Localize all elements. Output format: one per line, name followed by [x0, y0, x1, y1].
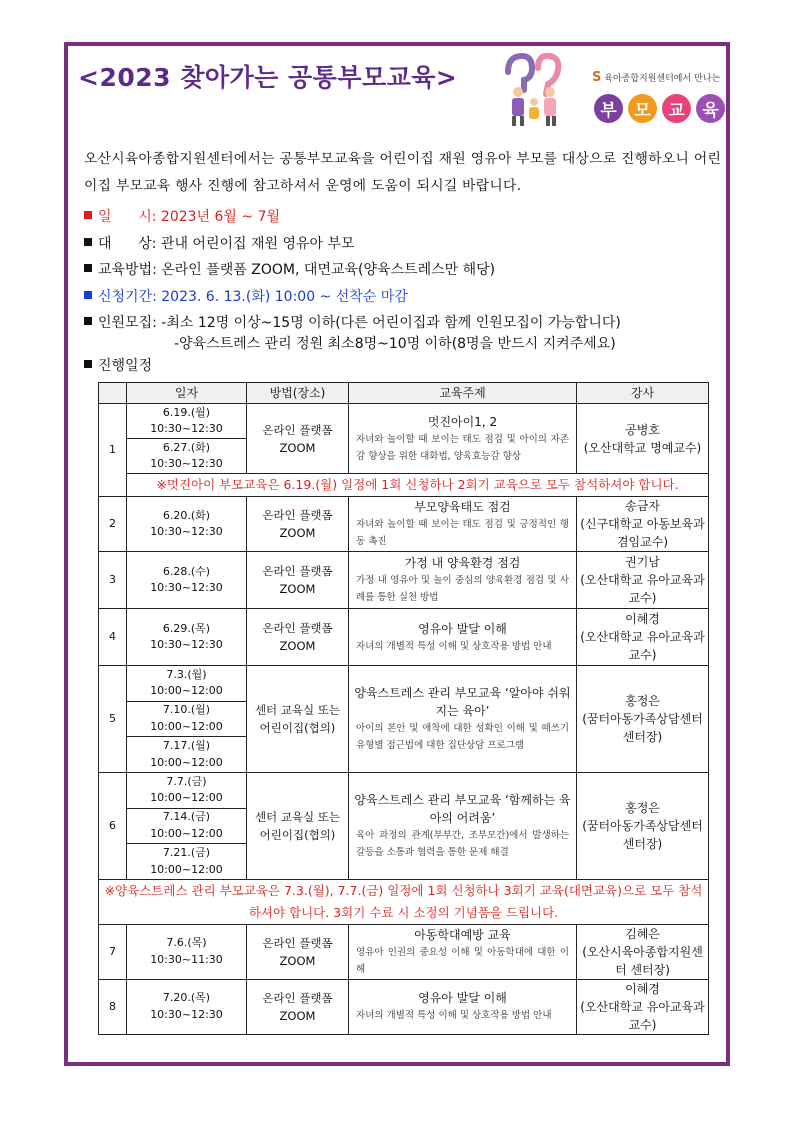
topic-description: 영유아 인권의 중요성 이해 및 아동학대에 대한 이해	[356, 946, 569, 975]
info-progress-text: 진행일정	[98, 358, 153, 374]
date-time: 10:30~11:30	[150, 952, 223, 966]
lecturer-cell	[577, 497, 709, 552]
table-row	[99, 609, 709, 666]
info-progress	[84, 353, 621, 380]
date-time: 10:00~12:00	[150, 684, 223, 698]
date-time: 10:00~12:00	[150, 826, 223, 840]
lecturer-org: (오산대학교 유아교육과 교수)	[580, 999, 705, 1032]
table-row	[99, 404, 709, 439]
topic-cell	[349, 609, 577, 666]
date-day: 6.27.(화)	[162, 440, 211, 454]
info-apply	[84, 284, 621, 311]
row-number: 7	[99, 924, 127, 979]
date-cell	[127, 924, 247, 979]
topic-title: 양육스트레스 관리 부모교육 ‘함께하는 육아의 어려움’	[354, 792, 571, 825]
row-number: 1	[99, 404, 127, 497]
info-target-text: 대 상: 관내 어린이집 재원 영유아 부모	[98, 235, 355, 252]
lecturer-name: 권기남	[625, 555, 660, 569]
date-day: 7.10.(월)	[162, 703, 211, 717]
bullet-icon	[84, 360, 92, 368]
date-day: 6.28.(수)	[162, 564, 211, 578]
info-list	[84, 204, 621, 380]
topic-title: 멋진아이1, 2	[427, 414, 498, 429]
family-illustration-icon	[494, 50, 574, 128]
date-cell	[127, 609, 247, 666]
info-target	[84, 231, 621, 258]
lecturer-org: (오산대학교 명예교수)	[583, 440, 702, 455]
notice-row	[99, 879, 709, 924]
bullet-icon	[84, 211, 92, 219]
method-cell: 온라인 플랫폼 ZOOM	[247, 404, 349, 474]
logo-bubble: 모	[628, 94, 657, 123]
date-cell	[127, 497, 247, 552]
document-frame	[64, 42, 730, 1066]
date-time: 10:00~12:00	[150, 862, 223, 876]
lecturer-cell	[577, 552, 709, 609]
topic-title: 영유아 발달 이해	[418, 621, 507, 636]
topic-cell	[349, 979, 577, 1034]
topic-title: 아동학대예방 교육	[414, 927, 511, 942]
date-day: 7.6.(목)	[166, 936, 207, 950]
bullet-icon	[84, 264, 92, 272]
lecturer-name: 이혜경	[625, 981, 660, 996]
method-cell: 센터 교육실 또는 어린이집(협의)	[247, 772, 349, 879]
date-cell	[127, 404, 247, 439]
center-logo	[494, 50, 730, 130]
date-time: 10:30~12:30	[150, 581, 223, 594]
topic-description: 자녀와 놀이할 때 보이는 태도 점검 및 아이의 자존감 향상을 위한 대화법, 양육효능감 향상	[356, 433, 569, 462]
table-row	[99, 979, 709, 1034]
lecturer-name: 송금자	[625, 499, 660, 513]
date-time: 10:30~12:30	[150, 1007, 223, 1021]
topic-title: 영유아 발달 이해	[418, 991, 507, 1006]
date-cell	[127, 844, 247, 880]
lecturer-cell	[577, 404, 709, 474]
method-cell: 온라인 플랫폼 ZOOM	[247, 924, 349, 979]
bullet-icon	[84, 238, 92, 246]
row-number: 3	[99, 552, 127, 609]
table-row	[99, 552, 709, 609]
table-header-row	[99, 383, 709, 404]
date-day: 7.20.(목)	[162, 991, 211, 1005]
lecturer-cell	[577, 924, 709, 979]
header-cell-lecturer: 강사	[577, 383, 709, 404]
date-day: 7.21.(금)	[162, 846, 211, 860]
date-cell	[127, 737, 247, 773]
notice-row	[99, 474, 709, 497]
info-recruit-sub: -양육스트레스 관리 정원 최소8명~10명 이하(8명을 반드시 지켜주세요)	[174, 335, 616, 352]
schedule-table	[98, 382, 709, 1035]
header-cell-topic: 교육주제	[349, 383, 577, 404]
notice-text: ※양육스트레스 관리 부모교육은 7.3.(월), 7.7.(금) 일정에 1회 신청하나 3회기 교육(대면교육)으로 모두 참석하셔야 합니다. 3회기 수료 시 소정의 기념품을 드립니다.	[99, 879, 709, 924]
lecturer-org: (오산대학교 유아교육과 교수)	[580, 573, 705, 605]
bullet-icon	[84, 317, 92, 325]
table-row	[99, 666, 709, 702]
date-day: 6.20.(화)	[162, 508, 211, 522]
date-day: 7.14.(금)	[162, 810, 211, 824]
lecturer-cell	[577, 666, 709, 773]
topic-title: 가정 내 양육환경 점검	[404, 556, 521, 570]
lecturer-org: (오산시육아종합지원센터 센터장)	[582, 944, 703, 977]
info-schedule	[84, 204, 621, 231]
lecturer-org: (꿈터아동가족상담센터 센터장)	[582, 818, 703, 851]
topic-description: 자녀의 개별적 특성 이해 및 상호작용 방법 안내	[356, 640, 552, 652]
date-cell	[127, 439, 247, 474]
lecturer-org: (꿈터아동가족상담센터 센터장)	[582, 711, 703, 744]
info-method-text: 교육방법: 온라인 플랫폼 ZOOM, 대면교육(양육스트레스만 해당)	[98, 262, 496, 278]
logo-bubble: 육	[696, 94, 725, 123]
topic-description: 자녀의 개별적 특성 이해 및 상호작용 방법 안내	[356, 1010, 552, 1022]
page-title: <2023 찾아가는 공통부모교육>	[78, 63, 458, 92]
topic-description: 육아 과정의 관계(부부간, 조부모간)에서 발생하는 갈등을 소통과 협력을 통한 문제 해결	[356, 829, 569, 858]
logo-mark-icon: S	[592, 70, 602, 85]
lecturer-cell	[577, 772, 709, 879]
row-number: 2	[99, 497, 127, 552]
topic-cell	[349, 666, 577, 773]
lecturer-name: 홍정은	[625, 800, 660, 815]
method-cell: 온라인 플랫폼 ZOOM	[247, 979, 349, 1034]
lecturer-cell	[577, 609, 709, 666]
date-time: 10:00~12:00	[150, 719, 223, 733]
date-time: 10:00~12:00	[150, 791, 223, 805]
row-number: 8	[99, 979, 127, 1034]
row-number: 5	[99, 666, 127, 773]
method-cell: 온라인 플랫폼 ZOOM	[247, 497, 349, 552]
topic-cell	[349, 924, 577, 979]
date-time: 10:30~12:30	[150, 422, 223, 435]
logo-bubble: 부	[594, 94, 623, 123]
topic-title: 부모양육태도 점검	[414, 500, 511, 514]
topic-description: 아이의 본안 및 애착에 대한 성확인 이해 및 떼쓰기 유형별 접근법에 대한 집단상담 프로그램	[356, 722, 569, 751]
header-cell-date: 일자	[127, 383, 247, 404]
row-number: 4	[99, 609, 127, 666]
date-cell	[127, 701, 247, 737]
lecturer-cell	[577, 979, 709, 1034]
lecturer-name: 공병호	[625, 422, 660, 437]
method-cell: 센터 교육실 또는 어린이집(협의)	[247, 666, 349, 773]
topic-cell	[349, 497, 577, 552]
intro-paragraph: 오산시육아종합지원센터에서는 공통부모교육을 어린이집 재원 영유아 부모를 대상으로 진행하오니 어린이집 부모교육 행사 진행에 참고하셔서 운영에 도움이 되시길 바랍니다.	[84, 151, 722, 194]
table-row	[99, 924, 709, 979]
info-recruit-text: 인원모집: -최소 12명 이상~15명 이하(다른 어린이집과 함께 인원모집이 가능합니다)	[98, 315, 621, 331]
topic-description: 자녀와 놀이할 때 보이는 태도 점검 및 긍정적인 행동 촉진	[356, 519, 569, 547]
method-cell: 온라인 플랫폼 ZOOM	[247, 552, 349, 609]
topic-cell	[349, 552, 577, 609]
date-day: 6.29.(목)	[162, 621, 211, 635]
info-apply-text: 신청기간: 2023. 6. 13.(화) 10:00 ~ 선착순 마감	[98, 288, 408, 305]
date-cell	[127, 979, 247, 1034]
header-cell-method: 방법(장소)	[247, 383, 349, 404]
method-cell: 온라인 플랫폼 ZOOM	[247, 609, 349, 666]
logo-bubbles	[594, 94, 725, 123]
bullet-icon	[84, 291, 92, 299]
notice-text: ※멋진아이 부모교육은 6.19.(월) 일정에 1회 신청하나 2회기 교육으로 모두 참석하셔야 합니다.	[127, 474, 709, 497]
lecturer-name: 홍정은	[625, 693, 660, 708]
date-time: 10:30~12:30	[150, 638, 223, 651]
row-number: 6	[99, 772, 127, 879]
date-day: 7.3.(월)	[166, 667, 207, 681]
lecturer-name: 김혜은	[625, 926, 660, 941]
date-cell	[127, 772, 247, 808]
lecturer-org: (신구대학교 아동보육과 겸임교수)	[580, 517, 705, 549]
date-time: 10:30~12:30	[150, 457, 223, 470]
date-day: 6.19.(월)	[162, 405, 211, 419]
info-method	[84, 257, 621, 284]
header-cell-no	[99, 383, 127, 404]
topic-title: 양육스트레스 관리 부모교육 ‘알아야 쉬워지는 육아’	[354, 685, 571, 718]
logo-tagline-text: 육아종합지원센터에서 만나는	[604, 74, 721, 84]
date-time: 10:30~12:30	[150, 525, 223, 538]
date-time: 10:00~12:00	[150, 755, 223, 769]
lecturer-name: 이혜경	[625, 612, 660, 626]
date-day: 7.17.(월)	[162, 739, 211, 753]
logo-tagline	[592, 70, 720, 85]
date-day: 7.7.(금)	[166, 774, 207, 788]
table-body	[99, 404, 709, 1035]
table-row	[99, 497, 709, 552]
topic-cell	[349, 404, 577, 474]
date-cell	[127, 666, 247, 702]
logo-bubble: 교	[662, 94, 691, 123]
date-cell	[127, 552, 247, 609]
info-schedule-text: 일 시: 2023년 6월 ~ 7월	[98, 209, 281, 225]
topic-cell	[349, 772, 577, 879]
table-row	[99, 772, 709, 808]
lecturer-org: (오산대학교 유아교육과 교수)	[580, 630, 705, 662]
topic-description: 가정 내 영유아 및 놀이 중심의 양육환경 점검 및 사례를 통한 실천 방법	[356, 575, 569, 603]
date-cell	[127, 808, 247, 844]
